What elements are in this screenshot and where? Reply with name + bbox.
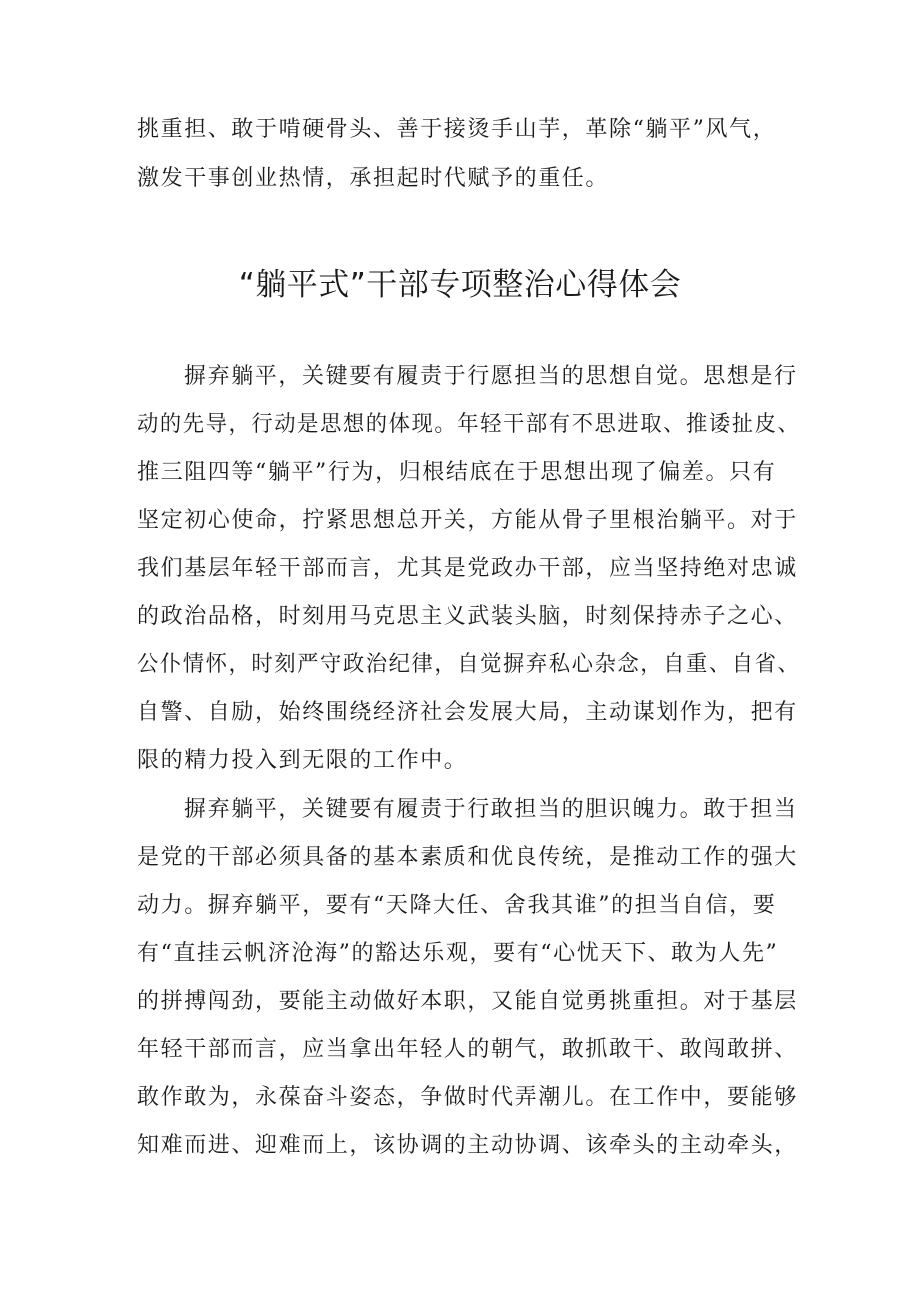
paragraph1-line-3: 推三阻四等“躺平”行为，归根结底在于思想出现了偏差。只有 xyxy=(137,460,777,485)
paragraph2-line-2: 是党的干部必须具备的基本素质和优良传统，是推动工作的强大 xyxy=(137,845,798,870)
paragraph2-line-1: 摒弃躺平，关键要有履责于行敢担当的胆识魄力。敢于担当 xyxy=(184,797,798,822)
document-title: “躺平式”干部专项整治心得体会 xyxy=(238,267,682,303)
intro-line-2: 激发干事创业热情，承担起时代赋予的重任。 xyxy=(137,166,610,191)
paragraph2-line-3: 动力。摒弃躺平，要有“天降大任、舍我其谁”的担当自信，要 xyxy=(137,893,777,918)
paragraph2-line-8: 知难而进、迎难而上，该协调的主动协调、该牵头的主动牵头， xyxy=(137,1133,798,1158)
paragraph1-line-4: 坚定初心使命，拧紧思想总开关，方能从骨子里根治躺平。对于 xyxy=(137,508,798,533)
paragraph1-line-1: 摒弃躺平，关键要有履责于行愿担当的思想自觉。思想是行 xyxy=(184,364,798,389)
paragraph2-line-4: 有“直挂云帆济沧海”的豁达乐观，要有“心忧天下、敢为人先” xyxy=(137,941,779,966)
paragraph1-line-9: 限的精力投入到无限的工作中。 xyxy=(137,748,468,773)
paragraph1-line-2: 动的先导，行动是思想的体现。年轻干部有不思进取、推诿扯皮、 xyxy=(137,412,801,437)
paragraph2-line-6: 年轻干部而言，应当拿出年轻人的朝气，敢抓敢干、敢闯敢拼、 xyxy=(137,1037,798,1062)
paragraph1-line-8: 自警、自励，始终围绕经济社会发展大局，主动谋划作为，把有 xyxy=(137,700,798,725)
paragraph2-line-7: 敢作敢为，永葆奋斗姿态，争做时代弄潮儿。在工作中，要能够 xyxy=(137,1085,798,1110)
paragraph2-line-5: 的拼搏闯劲，要能主动做好本职，又能自觉勇挑重担。对于基层 xyxy=(137,989,798,1014)
paragraph1-line-5: 我们基层年轻干部而言，尤其是党政办干部，应当坚持绝对忠诚 xyxy=(137,556,798,581)
paragraph1-line-6: 的政治品格，时刻用马克思主义武装头脑，时刻保持赤子之心、 xyxy=(137,604,798,629)
intro-line-1: 挑重担、敢于啃硬骨头、善于接烫手山芋，革除“躺平”风气， xyxy=(137,117,777,142)
paragraph1-line-7: 公仆情怀，时刻严守政治纪律，自觉摒弃私心杂念，自重、自省、 xyxy=(137,652,801,677)
